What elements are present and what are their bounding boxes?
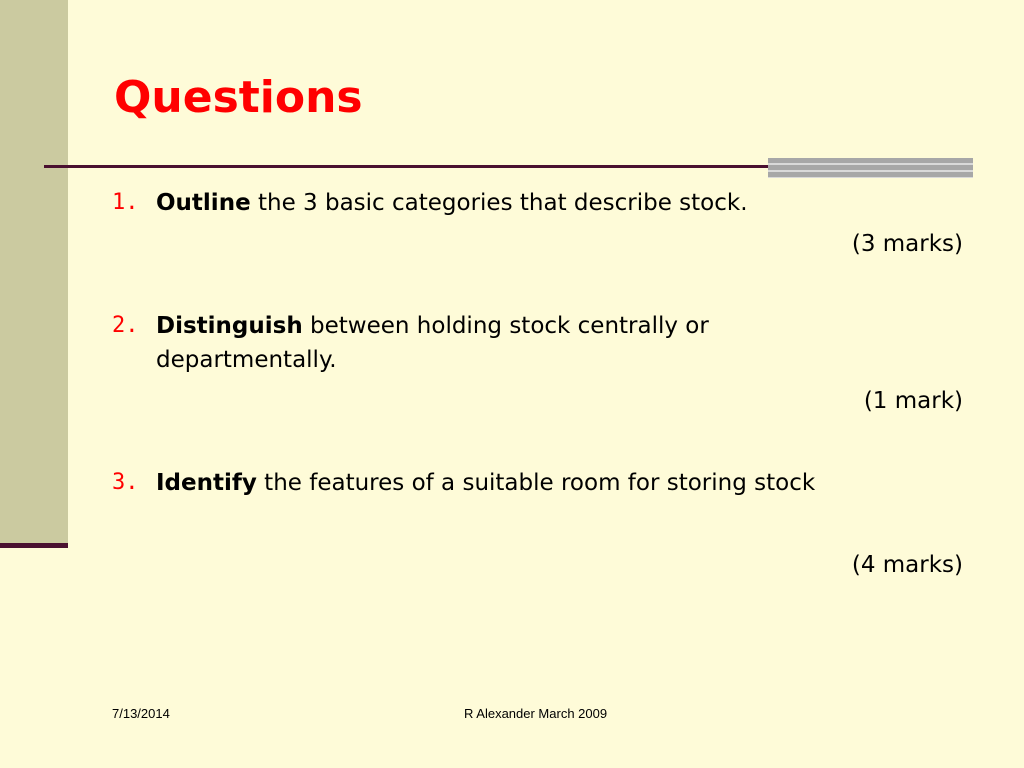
question-text: [156, 466, 872, 500]
question-2: [112, 309, 872, 377]
title-divider: [44, 165, 768, 168]
footer-date: 7/13/2014: [112, 706, 170, 721]
question-number: 3.: [112, 470, 139, 495]
question-3: [112, 466, 872, 500]
question-keyword: Outline: [156, 190, 251, 216]
question-text: [156, 309, 796, 377]
question-number: 2.: [112, 313, 139, 338]
question-body: the 3 basic categories that describe stock.: [250, 190, 748, 216]
left-decorative-bar: [0, 0, 68, 545]
question-number: 1.: [112, 190, 139, 215]
question-body: between holding stock centrally or departmentally.: [156, 313, 709, 373]
left-bar-underline: [0, 543, 68, 548]
question-text: [156, 186, 872, 220]
question-2-marks: (1 mark): [863, 388, 963, 414]
question-1: [112, 186, 872, 220]
question-keyword: Identify: [156, 470, 257, 496]
question-keyword: Distinguish: [156, 313, 303, 339]
question-3-marks: (4 marks): [851, 552, 963, 578]
footer-author: R Alexander March 2009: [464, 706, 608, 721]
question-1-marks: (3 marks): [851, 231, 963, 257]
slide-title: Questions: [114, 72, 363, 123]
title-divider-accent: [768, 158, 973, 178]
question-body: the features of a suitable room for storing stock: [256, 470, 816, 496]
